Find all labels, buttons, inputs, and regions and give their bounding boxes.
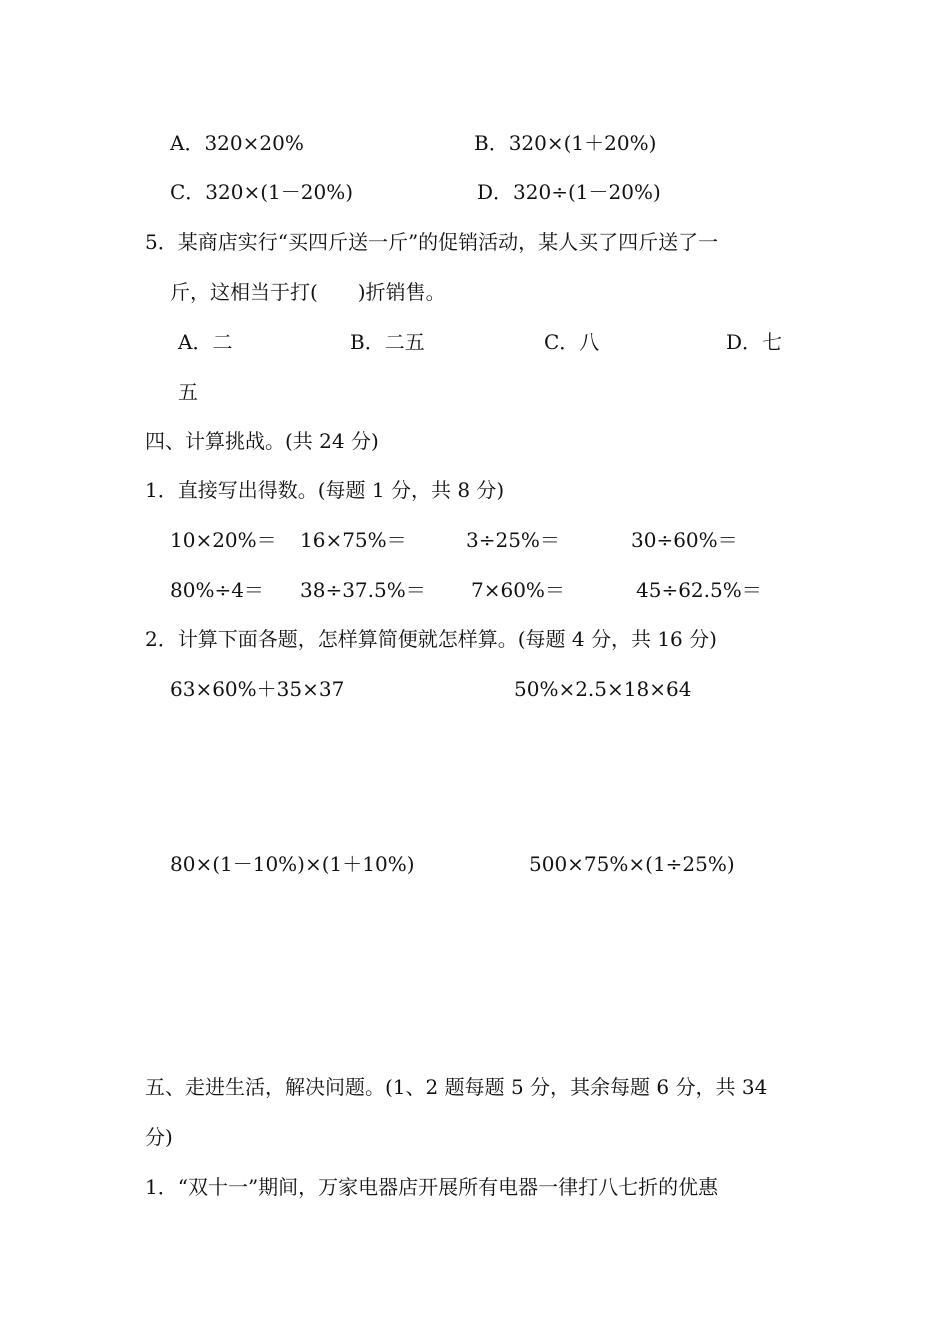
option-d-continued: 五 [178, 380, 198, 404]
option-a: A．二 [178, 330, 233, 354]
section-4-q1-title: 1．直接写出得数。(每题 1 分，共 8 分) [145, 478, 505, 502]
section-5-title-line2: 分) [145, 1125, 173, 1149]
oral-calc-item: 16×75%＝ [300, 528, 407, 552]
section-5-title-line1: 五、走进生活，解决问题。(1、2 题每题 5 分，其余每题 6 分，共 34 [145, 1075, 768, 1099]
question-5-text-line1: 5．某商店实行“买四斤送一斤”的促销活动，某人买了四斤送了一 [145, 230, 719, 254]
calc-item: 500×75%×(1÷25%) [529, 852, 735, 876]
option-c: C．八 [544, 330, 600, 354]
oral-calc-item: 38÷37.5%＝ [300, 578, 426, 602]
calc-item: 63×60%＋35×37 [170, 677, 345, 701]
section-4-title: 四、计算挑战。(共 24 分) [145, 429, 379, 453]
option-d: D．七 [726, 330, 783, 354]
oral-calc-item: 30÷60%＝ [631, 528, 738, 552]
oral-calc-item: 7×60%＝ [471, 578, 565, 602]
option-d: D．320÷(1－20%) [477, 180, 661, 204]
section-5-q1-text: 1．“双十一”期间，万家电器店开展所有电器一律打八七折的优惠 [145, 1175, 719, 1199]
section-4-q2-title: 2．计算下面各题，怎样算简便就怎样算。(每题 4 分，共 16 分) [145, 627, 717, 651]
oral-calc-item: 45÷62.5%＝ [636, 578, 762, 602]
option-b: B．320×(1＋20%) [474, 131, 657, 155]
oral-calc-item: 10×20%＝ [170, 528, 277, 552]
oral-calc-item: 80%÷4＝ [170, 578, 264, 602]
oral-calc-item: 3÷25%＝ [466, 528, 560, 552]
option-a: A．320×20% [170, 131, 304, 155]
calc-item: 50%×2.5×18×64 [514, 677, 692, 701]
question-5-text-line2: 斤，这相当于打( )折销售。 [170, 280, 446, 304]
calc-item: 80×(1－10%)×(1＋10%) [170, 852, 415, 876]
option-c: C．320×(1－20%) [170, 180, 354, 204]
option-b: B．二五 [350, 330, 425, 354]
